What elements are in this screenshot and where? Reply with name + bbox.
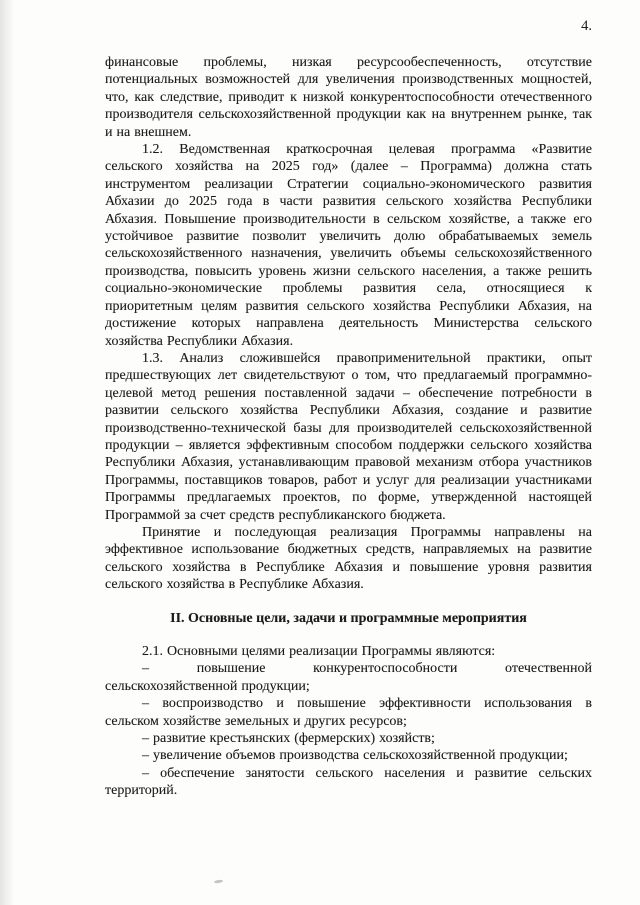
goal-item-3: – развитие крестьянских (фермерских) хозяйств; — [142, 731, 435, 747]
paragraph-continuation: финансовые проблемы, низкая ресурсообеспеченность, отсутствие потенциальных возможностей для увеличения производственных мощностей, что, как следствие, приводит к низкой конкурентоспособности отечественного производителя сельскохозяйственной продукции как на внутреннем рынке, так и на внешнем. — [105, 55, 592, 140]
paragraph-1-3: 1.3. Анализ сложившейся правоприменительной практики, опыт предшествующих лет свидетельствуют о том, что предлагаемый программно-целевой метод решения поставленной задачи – обеспечение потребности в развитии сельского хозяйства Республики Абхазия, создание и развитие производственно-технической базы для производителей сельскохозяйственной продукции – является эффективным способом поддержки сельского хозяйства Республики Абхазия, устанавливающим правовой механизм отбора участников Программы, поставщиков товаров, работ и услуг для реализации участниками Программы предлагаемых проектов, по форме, утвержденной настоящей Программой за счет средств республиканского бюджета. — [105, 350, 592, 523]
document-body — [105, 54, 592, 800]
page-number: 4. — [581, 18, 592, 34]
goal-item-4: – увеличение объемов производства сельскохозяйственной продукции; — [142, 748, 568, 764]
paragraph-1-2: 1.2. Ведомственная краткосрочная целевая программа «Развитие сельского хозяйства на 2025 год» (далее – Программа) должна стать инструментом реализации Стратегии социально-экономического развития Абхазии до 2025 года в части развития сельского хозяйства Республики Абхазия. Повышение производительности в сельском хозяйстве, а также его устойчивое развитие позволит увеличить долю обрабатываемых земель сельскохозяйственного назначения, увеличить объемы сельскохозяйственного производства, повысить уровень жизни сельского населения, а также решить социально-экономические проблемы развития села, относящиеся к приоритетным целям развития сельского хозяйства Республики Абхазия, на достижение которых направлена деятельность Министерства сельского хозяйства Республики Абхазия. — [105, 142, 592, 349]
paragraph-adoption: Принятие и последующая реализация Программы направлены на эффективное использование бюджетных средств, направляемых на развитие сельского хозяйства в Республике Абхазия и повышение уровня развития сельского хозяйства в Республике Абхазия. — [105, 524, 592, 593]
goal-item-5: – обеспечение занятости сельского населения и развитие сельских территорий. — [105, 765, 592, 799]
paragraph-2-1-intro: 2.1. Основными целями реализации Программы являются: — [142, 644, 496, 659]
scan-artifact — [214, 879, 223, 883]
goal-item-2: – воспроизводство и повышение эффективности использования в сельском хозяйстве земельных и других ресурсов; — [105, 696, 592, 729]
section-heading: II. Основные цели, задачи и программные мероприятия — [170, 610, 527, 626]
goal-item-1: – повышение конкурентоспособности отечественной сельскохозяйственной продукции; — [105, 661, 592, 694]
